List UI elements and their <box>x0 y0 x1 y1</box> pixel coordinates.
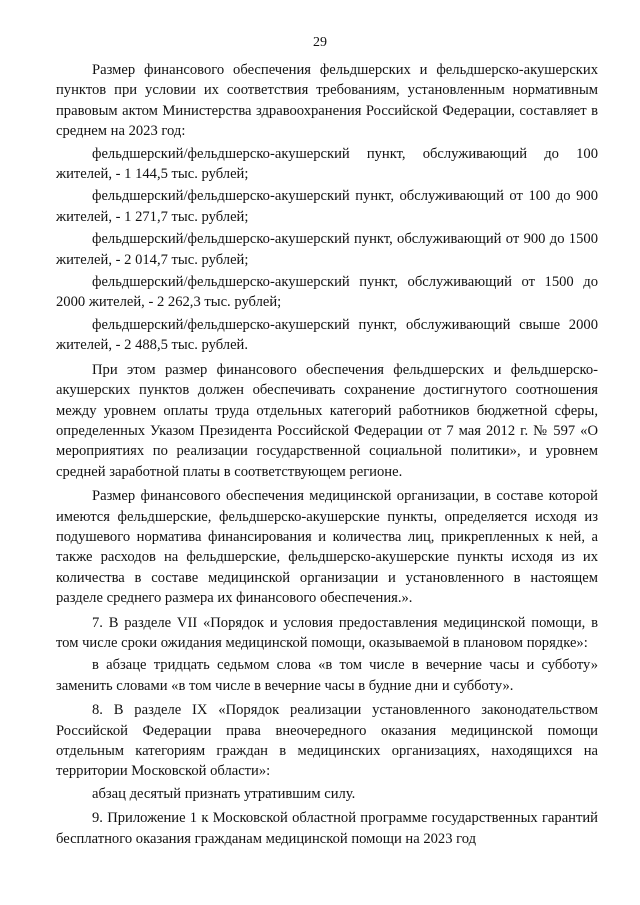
paragraph-salary-ratio: При этом размер финансового обеспечения фельдшерских и фельдшерско-акушерских пунктов должен обеспечивать сохранение достигнутого соотношения между уровнем оплаты труда отдельных категорий работников бюджетной сферы, определенных Указом Президента Российской Федерации от 7 мая 2012 г. № 597 «О мероприятиях по реализации государственной социальной политики», и уровнем средней заработной платы в соответствующем регионе. <box>56 361 598 480</box>
paragraph-section-vii-amendment: в абзаце тридцать седьмом слова «в том числе в вечерние часы и субботу» заменить словами «в том числе в вечерние часы в будние дни и субботу». <box>56 657 598 694</box>
paragraph-funding-intro: Размер финансового обеспечения фельдшерских и фельдшерско-акушерских пунктов при условии их соответствия требованиям, установленным нормативным правовым актом Министерства здравоохранения Российской Федерации, составляет в среднем на 2023 год: <box>56 62 598 140</box>
paragraph-point-100-900: фельдшерский/фельдшерско-акушерский пункт, обслуживающий от 100 до 900 жителей, - 1 271,7 тыс. рублей; <box>56 188 598 225</box>
paragraph-section-ix: 8. В разделе IX «Порядок реализации установленного законодательством Российской Федерации права внеочередного оказания медицинской помощи отдельным категориям граждан в медицинских организациях, находящихся на территории Московской области»: <box>56 702 598 780</box>
paragraph-point-over-2000: фельдшерский/фельдшерско-акушерский пункт, обслуживающий свыше 2000 жителей, - 2 488,5 тыс. рублей. <box>56 316 598 354</box>
paragraph-point-up-to-100: фельдшерский/фельдшерско-акушерский пункт, обслуживающий до 100 жителей, - 1 144,5 тыс. рублей; <box>56 145 598 183</box>
paragraph-point-900-1500: фельдшерский/фельдшерско-акушерский пункт, обслуживающий от 900 до 1500 жителей, - 2 014,7 тыс. рублей; <box>56 231 598 268</box>
page-number: 29 <box>313 35 327 50</box>
document-body <box>56 60 598 849</box>
paragraph-organization-funding: Размер финансового обеспечения медицинской организации, в составе которой имеются фельдшерские, фельдшерско-акушерские пункты, определяется исходя из подушевого норматива финансирования и количества лиц, прикрепленных к ней, а также расходов на фельдшерские, фельдшерско-акушерские пункты исходя из их количества в составе медицинской организации и установленного в настоящем разделе среднего размера их финансового обеспечения.». <box>56 488 598 607</box>
paragraph-section-ix-amendment: абзац десятый признать утратившим силу. <box>92 785 356 802</box>
paragraph-section-vii: 7. В разделе VII «Порядок и условия предоставления медицинской помощи, в том числе сроки ожидания медицинской помощи, оказываемой в плановом порядке»: <box>56 614 598 651</box>
paragraph-appendix-1: 9. Приложение 1 к Московской областной программе государственных гарантий бесплатного оказания гражданам медицинской помощи на 2023 год <box>56 810 598 847</box>
paragraph-point-1500-2000: фельдшерский/фельдшерско-акушерский пункт, обслуживающий от 1500 до 2000 жителей, - 2 262,3 тыс. рублей; <box>56 274 598 311</box>
